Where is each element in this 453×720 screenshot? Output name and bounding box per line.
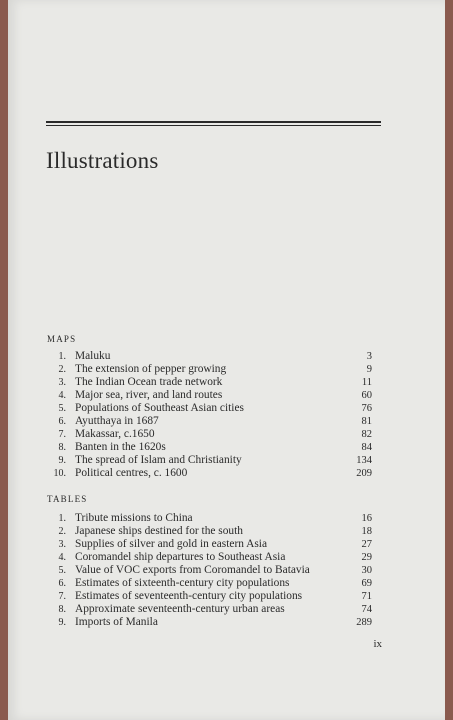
item-number: 9. [58,617,66,628]
item-page: 289 [356,617,372,628]
item-number: 9. [58,455,66,466]
item-number: 8. [58,442,66,453]
item-page: 30 [361,565,372,576]
book-page [8,0,445,720]
item-title: Makassar, c.1650 [75,428,155,440]
list-item [8,454,445,467]
item-number: 6. [58,416,66,427]
item-page: 82 [361,429,372,440]
item-title: Tribute missions to China [75,512,193,524]
item-title: Imports of Manila [75,616,158,628]
item-number: 1. [58,513,66,524]
item-page: 18 [361,526,372,537]
item-title: Ayutthaya in 1687 [75,415,159,427]
item-page: 9 [366,364,372,375]
item-title: Banten in the 1620s [75,441,166,453]
item-title: Estimates of sixteenth-century city populations [75,577,290,589]
list-item [8,389,445,402]
item-title: The Indian Ocean trade network [75,376,223,388]
item-number: 4. [58,390,66,401]
item-page: 3 [366,351,372,362]
item-number: 8. [58,604,66,615]
item-number: 5. [58,403,66,414]
list-item [8,616,445,629]
item-number: 5. [58,565,66,576]
item-page: 60 [361,390,372,401]
item-page: 134 [356,455,372,466]
item-number: 6. [58,578,66,589]
item-title: Coromandel ship departures to Southeast Asia [75,551,286,563]
item-page: 71 [361,591,372,602]
item-title: Populations of Southeast Asian cities [75,402,244,414]
list-item [8,428,445,441]
item-number: 4. [58,552,66,563]
item-page: 76 [361,403,372,414]
list-item [8,590,445,603]
page-number: ix [373,638,382,650]
list-item [8,350,445,363]
item-title: Estimates of seventeenth-century city populations [75,590,303,602]
list-item [8,564,445,577]
item-page: 11 [361,377,372,388]
item-page: 27 [361,539,372,550]
list-item [8,363,445,376]
item-page: 84 [361,442,372,453]
item-title: Major sea, river, and land routes [75,389,223,401]
item-page: 69 [361,578,372,589]
list-item [8,512,445,525]
item-number: 2. [58,526,66,537]
item-number: 1. [58,351,66,362]
top-rule-thick [46,121,381,123]
item-page: 16 [361,513,372,524]
item-number: 10. [53,468,66,479]
item-title: Japanese ships destined for the south [75,525,243,537]
list-item [8,577,445,590]
item-number: 3. [58,377,66,388]
item-page: 209 [356,468,372,479]
item-number: 7. [58,591,66,602]
item-page: 29 [361,552,372,563]
page-title: Illustrations [46,148,159,173]
list-item [8,525,445,538]
item-number: 7. [58,429,66,440]
item-title: Approximate seventeenth-century urban areas [75,603,285,615]
item-page: 74 [361,604,372,615]
list-item [8,551,445,564]
item-number: 3. [58,539,66,550]
item-title: The extension of pepper growing [75,363,227,375]
item-title: Maluku [75,350,111,362]
item-title: The spread of Islam and Christianity [75,454,242,466]
list-item [8,603,445,616]
item-title: Political centres, c. 1600 [75,467,188,479]
list-item [8,415,445,428]
item-title: Supplies of silver and gold in eastern Asia [75,538,268,550]
list-item [8,376,445,389]
item-title: Value of VOC exports from Coromandel to Batavia [75,564,310,576]
list-item [8,441,445,454]
top-rule-thin [46,125,381,126]
tables-heading: TABLES [47,494,88,504]
list-item [8,402,445,415]
list-item [8,467,445,480]
list-item [8,538,445,551]
maps-heading: MAPS [47,334,77,344]
item-number: 2. [58,364,66,375]
item-page: 81 [361,416,372,427]
